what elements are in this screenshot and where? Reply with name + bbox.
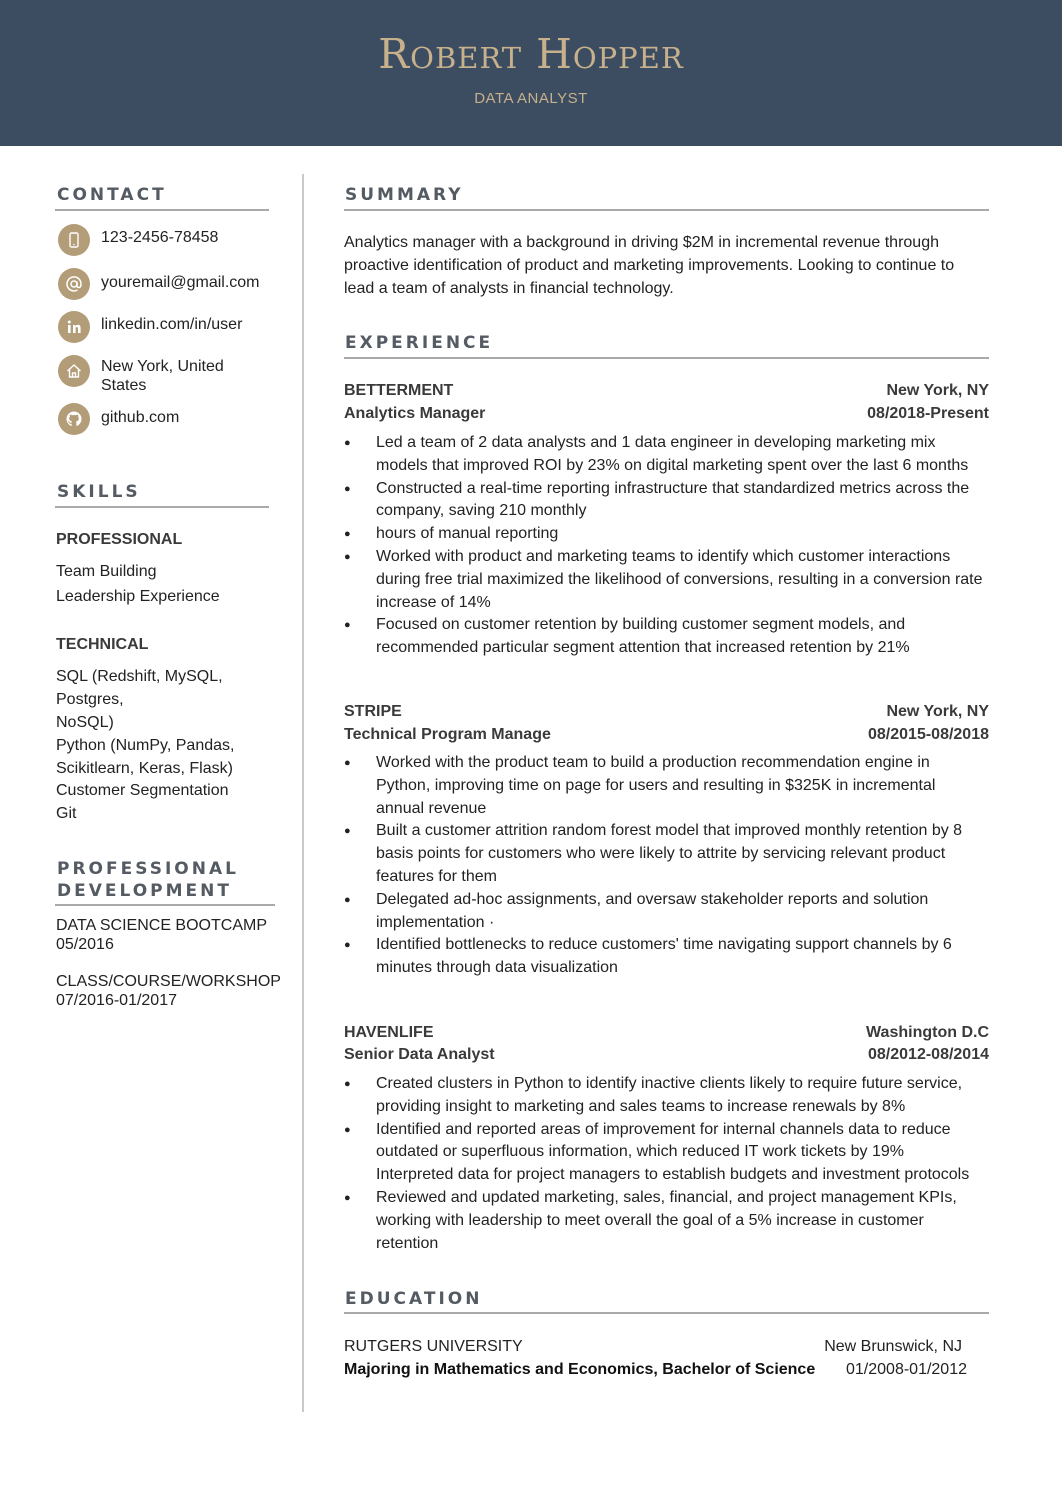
skill-item: Team Building [56,563,157,580]
phone-icon [58,224,90,256]
experience-heading: EXPERIENCE [345,333,494,353]
skills-professional-heading: PROFESSIONAL [56,531,183,548]
job-location: New York, NY [886,382,989,399]
job-bullet-continuation: recommended particular segment attention that increased retention by 21% [376,639,910,657]
contact-rule [55,209,269,211]
development-item-date: 07/2016-01/2017 [56,992,177,1009]
education-degree: Majoring in Mathematics and Economics, Bachelor of Science [344,1361,816,1378]
job-company: BETTERMENT [344,382,454,399]
contact-github[interactable]: github.com [101,409,180,426]
job-bullet-continuation: minutes through data visualization [376,959,618,977]
job-location: Washington D.C [866,1024,989,1041]
skill-item: Customer Segmentation [56,782,229,799]
job-role: Analytics Manager [344,405,486,422]
development-item [56,916,267,954]
development-rule [55,904,275,906]
job-bullets [344,752,994,980]
home-icon [58,355,90,387]
github-icon [58,403,90,435]
job-bullet-continuation: implementation · [376,913,495,931]
job-bullet: ● Identified bottlenecks to reduce customers' time navigating support channels by 6 [344,934,994,957]
development-item-title: DATA SCIENCE BOOTCAMP [56,917,267,934]
job-bullet: ● Led a team of 2 data analysts and 1 data engineer in developing marketing mix [344,432,994,455]
job-bullets [344,432,994,660]
skill-item: SQL (Redshift, MySQL, [56,668,223,685]
column-divider [302,174,304,1412]
education-school: RUTGERS UNIVERSITY [344,1338,523,1355]
job-company: HAVENLIFE [344,1024,434,1041]
development-item-title: CLASS/COURSE/WORKSHOP [56,973,281,990]
candidate-name: Robert Hopper [378,30,684,78]
job-bullet: ● Constructed a real-time reporting infrastructure that standardized metrics across the [344,478,994,501]
education-dates: 01/2008-01/2012 [846,1361,967,1378]
contact-linkedin[interactable]: linkedin.com/in/user [101,316,243,333]
job-location: New York, NY [886,703,989,720]
job-role: Senior Data Analyst [344,1046,495,1063]
job-bullet-continuation: basis points for customers who were likely to attrite by servicing relevant product [376,845,946,863]
job-bullet-continuation: Interpreted data for project managers to establish budgets and investment protocols [376,1166,970,1184]
education-heading: EDUCATION [345,1289,483,1309]
development-item-date: 05/2016 [56,936,114,953]
job-bullet-continuation: providing insight to marketing and sales teams to increase renewals by 8% [376,1097,906,1115]
skills-technical-heading: TECHNICAL [56,636,149,653]
contact-location [101,357,224,395]
job-bullets [344,1073,994,1255]
job-bullet-continuation: features for them [376,867,497,885]
job-bullet: ● Focused on customer retention by building customer segment models, and [344,614,994,637]
contact-phone[interactable]: 123-2456-78458 [101,229,219,246]
skills-rule [55,506,269,508]
job-bullet-continuation: during free trial maximized the likelihood of conversions, resulting in a conversion rate [376,570,983,588]
job-bullet-continuation: retention [376,1234,439,1252]
skill-item: Postgres, [56,691,124,708]
education-rule [344,1312,989,1314]
job-role: Technical Program Manage [344,726,551,743]
skill-item: NoSQL) [56,714,114,731]
contact-location-line2: States [101,377,147,394]
skill-item: Leadership Experience [56,588,220,605]
experience-rule [344,357,989,359]
job-bullet: ● Delegated ad-hoc assignments, and oversaw stakeholder reports and solution [344,889,994,912]
development-heading-line1: PROFESSIONAL [57,859,239,879]
job-dates: 08/2012-08/2014 [868,1046,989,1063]
job-bullet-continuation: increase of 14% [376,593,491,611]
summary-line: Analytics manager with a background in driving $2M in incremental revenue through [344,234,939,251]
skill-item: Scikitlearn, Keras, Flask) [56,760,233,777]
job-bullet: ● Worked with product and marketing teams to identify which customer interactions [344,546,994,569]
job-dates: 08/2018-Present [867,405,989,422]
education-location: New Brunswick, NJ [824,1338,962,1355]
summary-rule [344,209,989,211]
summary-line: proactive identification of product and marketing improvements. Looking to continue to [344,257,955,274]
job-bullet: ● Identified and reported areas of improvement for internal channels data to reduce [344,1119,994,1142]
candidate-title: DATA ANALYST [474,90,588,107]
summary-heading: SUMMARY [345,185,464,205]
contact-location-line1: New York, United [101,358,224,375]
summary-line: lead a team of analysts in financial technology. [344,280,674,297]
skill-item: Git [56,805,77,822]
job-bullet-continuation: company, saving 210 monthly [376,502,587,520]
at-icon [58,268,90,300]
job-bullet: ● Created clusters in Python to identify inactive clients likely to require future service, [344,1073,994,1096]
skills-heading: SKILLS [57,482,141,502]
job-bullet: ● Built a customer attrition random forest model that improved monthly retention by 8 [344,820,994,843]
development-heading-line2: DEVELOPMENT [57,881,232,901]
contact-email[interactable]: youremail@gmail.com [101,274,260,291]
job-dates: 08/2015-08/2018 [868,726,989,743]
job-bullet-continuation: Python, improving time on page for users and resulting in $325K in incremental [376,776,936,794]
contact-heading: CONTACT [57,185,167,205]
job-bullet-continuation: working with leadership to meet overall the goal of a 5% increase in customer [376,1211,924,1229]
skill-item: Python (NumPy, Pandas, [56,737,235,754]
job-bullet: ● Worked with the product team to build a production recommendation engine in [344,752,994,775]
job-bullet: ● Reviewed and updated marketing, sales, financial, and project management KPIs, [344,1187,994,1210]
header-banner [0,0,1062,146]
job-company: STRIPE [344,703,402,720]
development-item [56,972,281,1010]
linkedin-icon [58,311,90,343]
job-bullet-continuation: outdated or superfluous information, which reduced IT work tickets by 19% [376,1143,904,1161]
job-bullet-continuation: models that improved ROI by 23% on digital marketing spent over the last 6 months [376,456,969,474]
job-bullet-continuation: annual revenue [376,799,487,817]
job-bullet: ● hours of manual reporting [344,523,994,546]
